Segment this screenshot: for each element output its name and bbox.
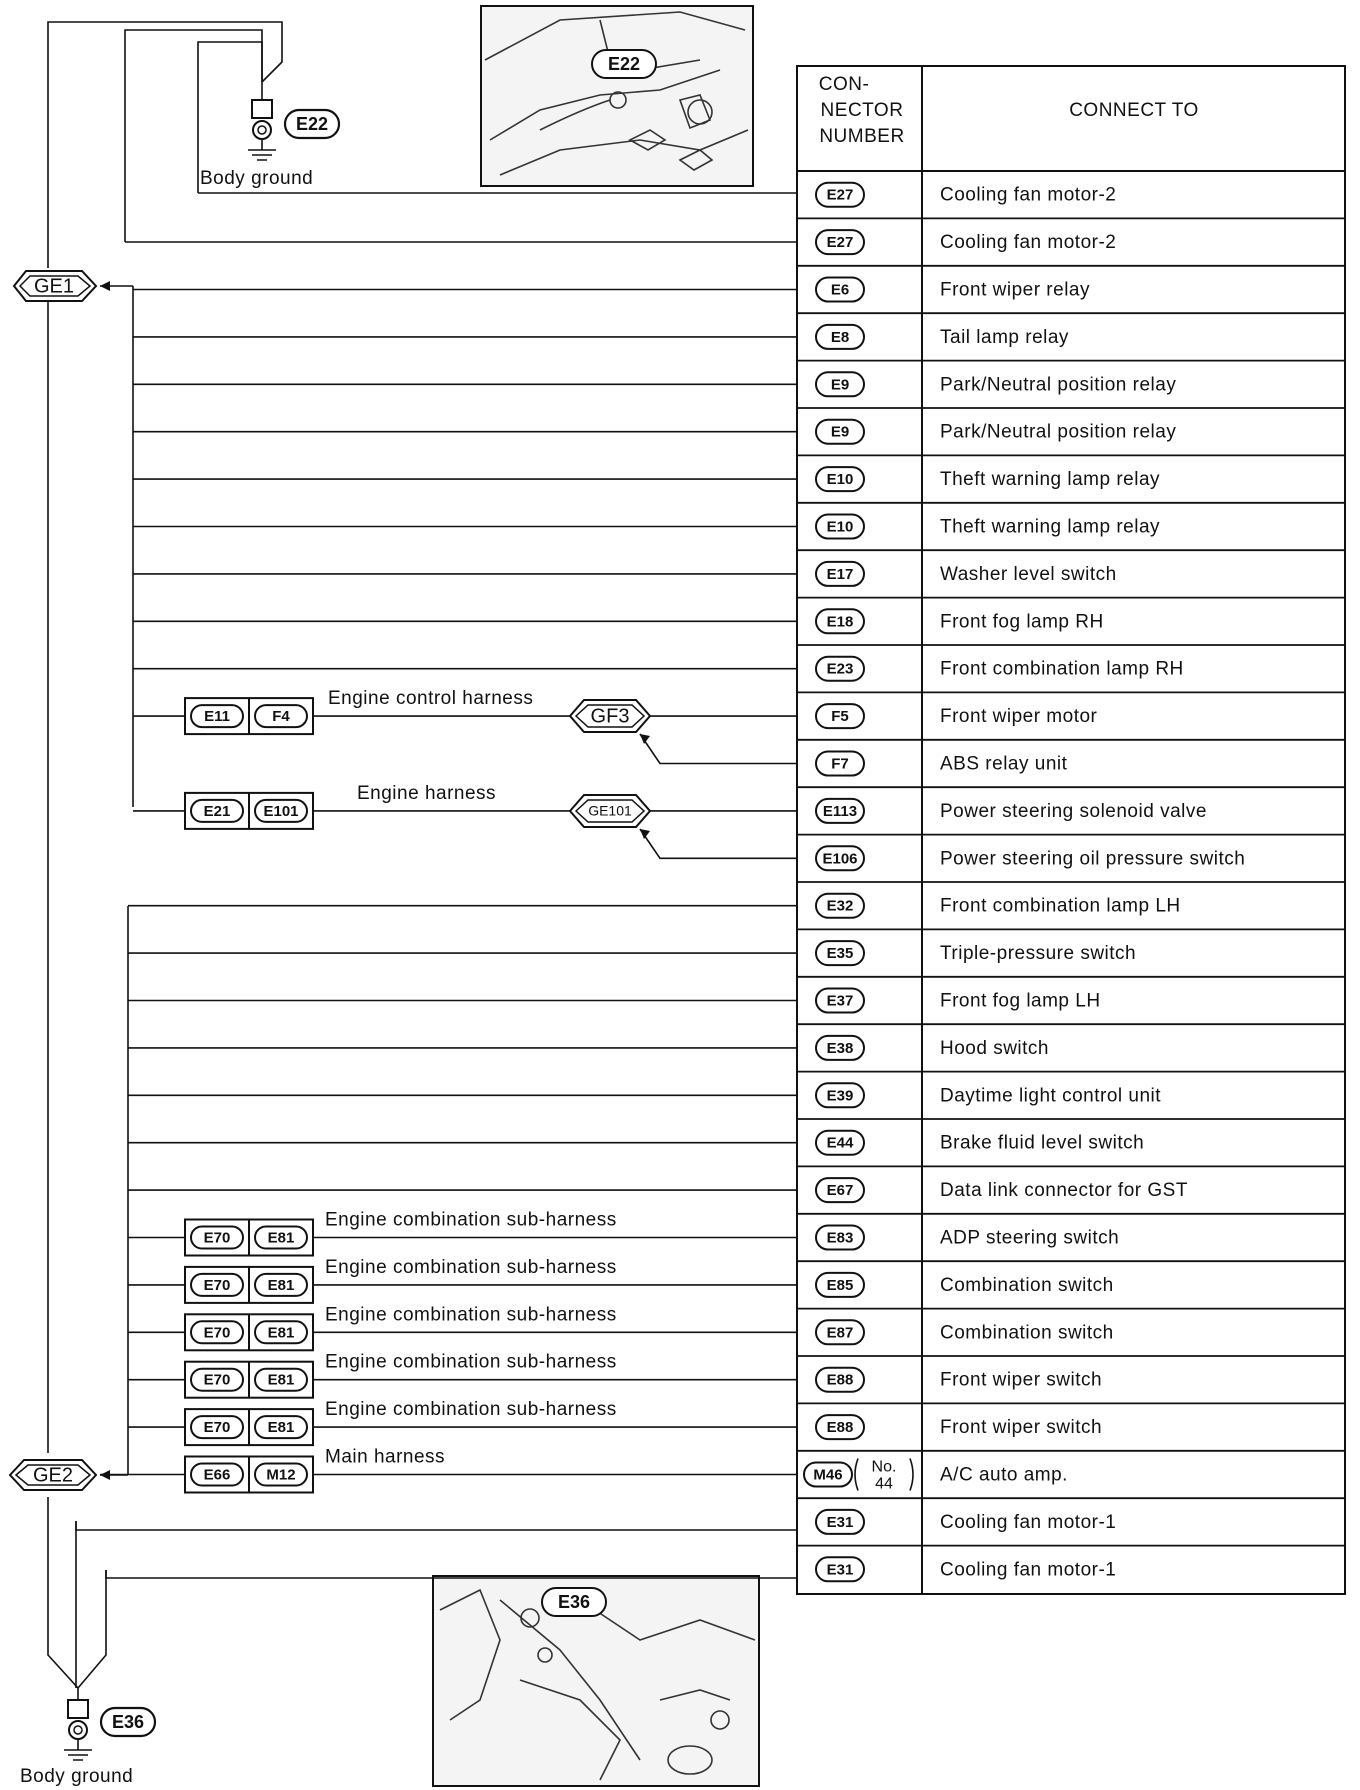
- e22-location-illustration: [481, 6, 753, 186]
- harness-connector-left: E70: [203, 1371, 231, 1389]
- header-connector-line3: NUMBER: [819, 126, 905, 148]
- connect-to-description: Theft warning lamp relay: [940, 516, 1161, 538]
- harness-connector-block: [128, 1210, 797, 1256]
- table-row: [797, 941, 1345, 977]
- table-row: [797, 325, 1345, 361]
- connector-number: E23: [826, 660, 854, 678]
- connector-number: E31: [826, 1513, 854, 1531]
- connector-number: E87: [826, 1324, 854, 1342]
- table-row: [797, 1320, 1345, 1356]
- ground-e22-label: E22: [295, 113, 329, 134]
- table-row: [797, 1178, 1345, 1214]
- table-row: [797, 372, 1345, 408]
- table-row: [797, 799, 1345, 835]
- connect-to-description: Park/Neutral position relay: [940, 374, 1177, 396]
- connect-to-description: Front wiper motor: [940, 706, 1098, 728]
- ge1-label: GE1: [33, 275, 75, 298]
- header-connector-line2: NECTOR: [820, 100, 904, 122]
- harness-connector-left: E21: [203, 802, 231, 820]
- harness-connector-left: E66: [203, 1466, 231, 1484]
- connect-to-description: Data link connector for GST: [940, 1180, 1188, 1202]
- harness-label: Engine combination sub-harness: [325, 1209, 617, 1231]
- ground-e22-caption: Body ground: [200, 168, 314, 189]
- connect-to-description: Front fog lamp RH: [940, 611, 1104, 633]
- table-row: [797, 989, 1345, 1025]
- ge101-grounding-point: [570, 795, 650, 827]
- harness-label: Engine combination sub-harness: [325, 1399, 617, 1421]
- connector-number: E17: [826, 565, 854, 583]
- connector-number: E67: [826, 1182, 854, 1200]
- connect-to-description: A/C auto amp.: [940, 1464, 1068, 1486]
- connect-to-description: Cooling fan motor-1: [940, 1511, 1117, 1533]
- table-row: [797, 846, 1345, 882]
- ground-e36-label: E36: [111, 1711, 145, 1732]
- connector-number: E27: [826, 234, 854, 252]
- arrowhead: [640, 734, 650, 744]
- harness-connector-left: E70: [203, 1229, 231, 1247]
- harness-label: Engine harness: [357, 782, 497, 804]
- table-row: [797, 1510, 1345, 1546]
- ge101-label: GE101: [588, 802, 632, 819]
- harness-connector-left: E70: [203, 1324, 231, 1342]
- table-row: [797, 894, 1345, 930]
- connect-to-description: Front wiper switch: [940, 1417, 1103, 1439]
- harness-label: Engine combination sub-harness: [325, 1304, 617, 1326]
- harness-connector-right: E81: [267, 1371, 295, 1389]
- note-bracket-right: [910, 1459, 913, 1491]
- harness-connector-block: [100, 1447, 797, 1493]
- connector-number: E9: [830, 423, 850, 441]
- connect-to-description: Power steering oil pressure switch: [940, 848, 1246, 870]
- connector-wires: [128, 290, 797, 1191]
- connect-to-description: Combination switch: [940, 1322, 1114, 1344]
- table-row: [797, 1415, 1345, 1451]
- connect-to-description: ADP steering switch: [940, 1227, 1120, 1249]
- connect-to-description: Combination switch: [940, 1274, 1114, 1296]
- table-row: [797, 1368, 1345, 1404]
- connector-number: E8: [830, 328, 850, 346]
- arrowhead: [640, 829, 650, 839]
- harness-connector-right: E81: [267, 1276, 295, 1294]
- table-row: [797, 467, 1345, 503]
- connect-to-description: Front fog lamp LH: [940, 990, 1101, 1012]
- table-row: [797, 1459, 1345, 1499]
- connector-number: E88: [826, 1419, 854, 1437]
- gf3-label: GF3: [590, 705, 630, 728]
- connect-to-description: Tail lamp relay: [940, 326, 1069, 348]
- connector-number: E10: [826, 471, 854, 489]
- harness-label: Main harness: [325, 1446, 446, 1468]
- connector-number: E6: [830, 281, 850, 299]
- connect-to-description: Daytime light control unit: [940, 1085, 1162, 1107]
- harness-connector-right: E81: [267, 1324, 295, 1342]
- connect-to-description: Triple-pressure switch: [940, 943, 1137, 965]
- connector-note-line1: No.: [871, 1458, 897, 1476]
- connect-to-description: Theft warning lamp relay: [940, 469, 1161, 491]
- harness-connector-left: E11: [204, 708, 230, 726]
- connector-number: E37: [826, 992, 854, 1010]
- connect-to-description: Front wiper relay: [940, 279, 1090, 301]
- table-row: [797, 1226, 1345, 1262]
- harness-connector-block: [133, 783, 570, 829]
- connector-number: E106: [822, 850, 858, 868]
- table-row: [797, 609, 1345, 645]
- connector-rows: [797, 183, 1345, 1582]
- table-row: [797, 1273, 1345, 1309]
- gf3-return-wire: [640, 734, 797, 764]
- connector-number: F7: [831, 755, 849, 773]
- ge2-grounding-point: [10, 1460, 96, 1490]
- connect-to-description: Front combination lamp LH: [940, 895, 1181, 917]
- connector-number: F5: [831, 708, 849, 726]
- harness-connector-block: [133, 688, 570, 734]
- connect-to-description: Cooling fan motor-2: [940, 184, 1117, 206]
- e22-photo-label: E22: [607, 53, 641, 74]
- harness-connector-block: [128, 1399, 797, 1445]
- header-connector-line1: CON-: [818, 74, 870, 96]
- ground-e36-caption: Body ground: [20, 1766, 134, 1787]
- connector-table: [797, 66, 1345, 1594]
- connector-number: E32: [826, 897, 854, 915]
- connect-to-description: Front combination lamp RH: [940, 658, 1184, 680]
- table-row: [797, 752, 1345, 788]
- connector-number: E83: [826, 1229, 854, 1247]
- connector-number: E10: [826, 518, 854, 536]
- connect-to-description: ABS relay unit: [940, 753, 1068, 775]
- table-row: [797, 230, 1345, 266]
- table-row: [797, 1131, 1345, 1167]
- connector-number: M46: [813, 1466, 843, 1484]
- table-row: [797, 1036, 1345, 1072]
- e36-location-illustration: [433, 1576, 759, 1786]
- table-row: [797, 278, 1345, 314]
- table-row: [797, 183, 1345, 219]
- harness-connector-right: E81: [267, 1419, 295, 1437]
- connect-to-description: Hood switch: [940, 1037, 1049, 1059]
- connector-number: E31: [826, 1561, 854, 1579]
- header-connect-to: CONNECT TO: [1069, 100, 1199, 122]
- harness-connector-block: [128, 1352, 797, 1398]
- table-row: [797, 420, 1345, 456]
- harness-connector-right: E101: [263, 802, 299, 820]
- harness-connector-block: [128, 1304, 797, 1350]
- connector-number: E27: [826, 186, 854, 204]
- harness-connector-left: E70: [203, 1419, 231, 1437]
- connector-number: E9: [830, 376, 850, 394]
- table-row: [797, 1083, 1345, 1119]
- harness-connector-right: M12: [266, 1466, 296, 1484]
- gf3-grounding-point: [570, 700, 650, 732]
- harness-connector-block: [128, 1257, 797, 1303]
- body-ground-e36: [20, 1521, 155, 1787]
- table-row: [797, 657, 1345, 693]
- body-ground-e22: [48, 22, 339, 268]
- connect-to-description: Front wiper switch: [940, 1369, 1103, 1391]
- connector-number: E35: [826, 945, 854, 963]
- connector-number: E18: [826, 613, 854, 631]
- e36-photo-label: E36: [557, 1591, 591, 1612]
- ge2-label: GE2: [32, 1464, 74, 1487]
- table-row: [797, 515, 1345, 551]
- table-row: [797, 562, 1345, 598]
- connector-number: E38: [826, 1039, 854, 1057]
- ge1-grounding-point: [14, 271, 96, 301]
- harness-label: Engine combination sub-harness: [325, 1256, 617, 1278]
- table-row: [816, 1557, 1116, 1581]
- connector-number: E88: [826, 1371, 854, 1389]
- connector-number: E113: [822, 802, 858, 820]
- connect-to-description: Brake fluid level switch: [940, 1132, 1145, 1154]
- connector-note-line2: 44: [875, 1475, 893, 1493]
- connector-number: E44: [826, 1134, 854, 1152]
- connect-to-description: Park/Neutral position relay: [940, 421, 1177, 443]
- connector-number: E39: [826, 1087, 854, 1105]
- harness-connector-right: F4: [272, 708, 290, 726]
- table-row: [797, 704, 1345, 740]
- note-bracket-left: [855, 1459, 858, 1491]
- ge101-return-wire: [640, 829, 797, 858]
- connector-number: E85: [826, 1276, 854, 1294]
- connect-to-description: Power steering solenoid valve: [940, 800, 1207, 822]
- harness-connector-left: E70: [203, 1276, 231, 1294]
- harness-label: Engine combination sub-harness: [325, 1351, 617, 1373]
- harness-label: Engine control harness: [328, 688, 534, 710]
- connect-to-description: Washer level switch: [940, 563, 1117, 585]
- connect-to-description: Cooling fan motor-2: [940, 232, 1117, 254]
- connect-to-description: Cooling fan motor-1: [940, 1559, 1117, 1581]
- harness-connector-right: E81: [267, 1229, 295, 1247]
- harness-blocks: [100, 688, 797, 1492]
